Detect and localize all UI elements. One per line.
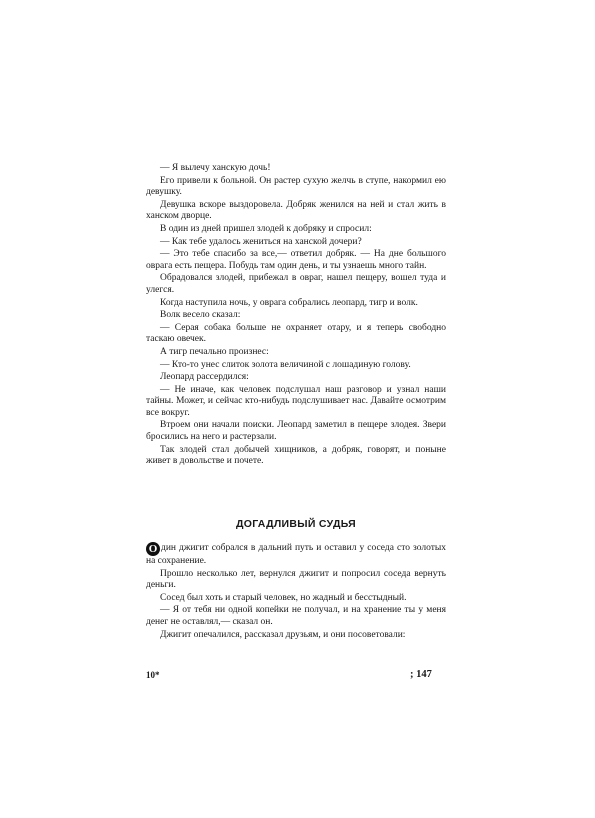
paragraph: — Я вылечу ханскую дочь! — [160, 163, 271, 173]
paragraph: Прошло несколько лет, вернулся джигит и попросил соседа вернуть деньги. — [146, 568, 446, 591]
paragraph: В один из дней пришел злодей к добряку и спросил: — [160, 223, 372, 234]
first-paragraph-text: дин джигит собрался в дальний путь и оставил у соседа сто золотых на сохранение. — [146, 543, 446, 566]
paragraph: Его привели к больной. Он растер сухую желчь в ступе, накормил ею девушку. — [146, 175, 446, 198]
paragraph: Втроем они начали поиски. Леопард заметил в пещере злодея. Звери бросились на него и растерзали. — [146, 420, 446, 443]
paragraph: Девушка вскоре выздоровела. Добряк женился на ней и стал жить в ханском дворце. — [146, 199, 446, 222]
new-story — [146, 542, 446, 642]
story-continuation — [146, 163, 446, 469]
paragraph: Обрадовался злодей, прибежал в овраг, нашел пещеру, вошел туда и улегся. — [146, 273, 446, 295]
paragraph: — Серая собака больше не охраняет отару, и я теперь свободно таскаю овечек. — [146, 322, 446, 345]
page-number: ; 147 — [410, 669, 432, 680]
paragraph: Сосед был хоть и старый человек, но жадный и бесстыдный. — [160, 592, 407, 603]
paragraph: А тигр печально произнес: — [160, 346, 269, 357]
paragraph: — Не иначе, как человек подслушал наш разговор и узнал наши тайны. Может, и сейчас кто-нибудь подслушивает нас. Давайте осмотрим все вокруг. — [146, 384, 446, 418]
story-title: ДОГАДЛИВЫЙ СУДЬЯ — [235, 518, 357, 530]
paragraph: Так злодей стал добычей хищников, а добряк, говорят, и поныне живет в довольстве и почете. — [146, 444, 446, 467]
paragraph: Джигит опечалился, рассказал друзьям, и они посоветовали: — [160, 629, 406, 640]
paragraph: — Как тебе удалось жениться на ханской дочери? — [160, 236, 362, 247]
paragraph: — Я от тебя ни одной копейки не получал, и на хранение ты у меня денег не оставлял,— сказал он. — [146, 605, 446, 627]
paragraph: — Это тебе спасибо за все,— ответил добряк. — На дне большого оврага есть пещера. Побудь там один день, и ты узнаешь много тайн. — [146, 249, 446, 271]
paragraph: Леопард рассердился: — [160, 372, 249, 383]
signature-mark: 10* — [146, 670, 160, 680]
drop-cap: О — [146, 542, 160, 556]
paragraph: Когда наступила ночь, у оврага собрались леопард, тигр и волк. — [160, 297, 418, 308]
first-paragraph — [146, 542, 446, 568]
paragraph: Волк весело сказал: — [160, 310, 241, 321]
paragraph: — Кто-то унес слиток золота величиной с лошадиную голову. — [160, 359, 411, 370]
